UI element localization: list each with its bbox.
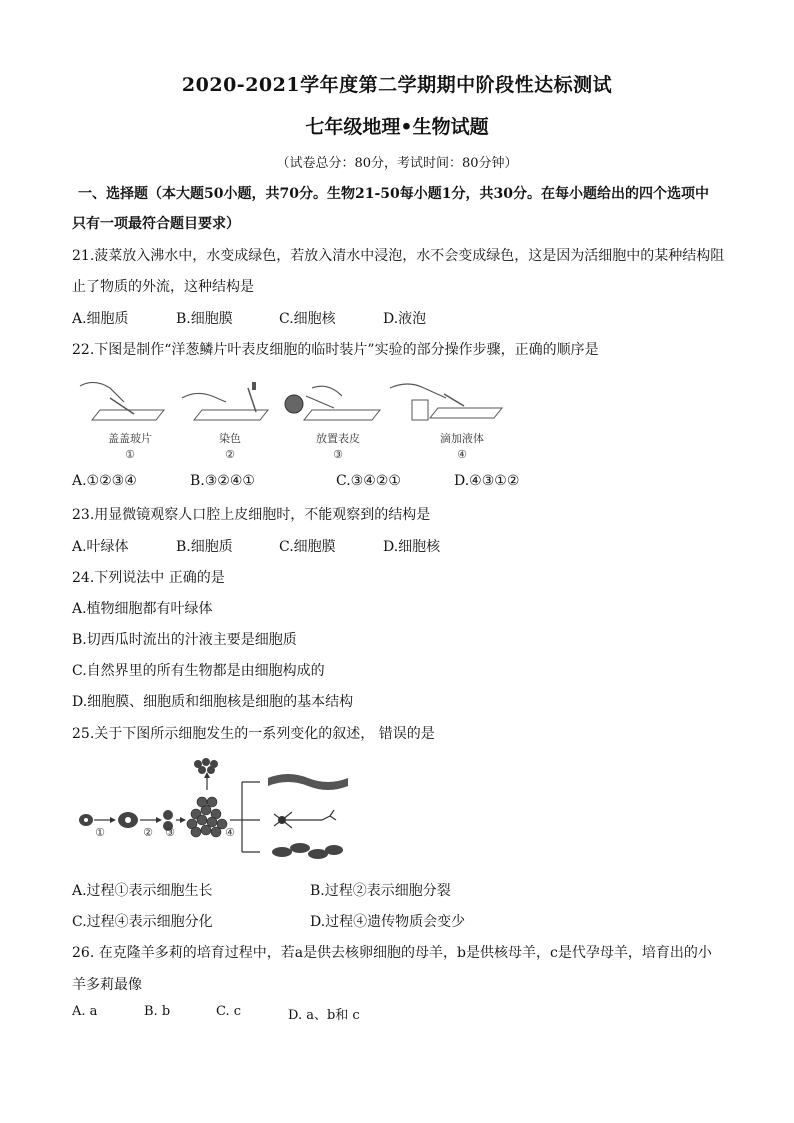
q26-option-b: B. b	[144, 1004, 171, 1019]
q21-option-d: D.液泡	[383, 311, 427, 327]
step-add-liquid	[390, 384, 502, 461]
q25-options-row-2	[72, 911, 722, 931]
q26-options	[72, 1004, 722, 1024]
step-4-label: 滴加液体	[440, 432, 484, 445]
q25-option-c: C.过程④表示细胞分化	[72, 914, 213, 930]
step-stain	[182, 382, 268, 461]
q21-option-b: B.细胞膜	[176, 311, 233, 327]
q24-stem: 24.下列说法中 正确的是	[72, 570, 225, 586]
q23-options	[72, 536, 722, 556]
section-heading-line-1: 一、选择题（本大题50小题，共70分。生物21-50每小题1分，共30分。在每小题给出的四个选项中	[78, 186, 709, 202]
q26-option-a: A. a	[72, 1004, 98, 1019]
exam-subtitle: 七年级地理•生物试题	[305, 116, 489, 138]
step-1-label: 盖盖玻片	[108, 432, 152, 445]
q22-options	[72, 473, 722, 493]
q21-option-c: C.细胞核	[279, 311, 336, 327]
q25-options-row-1	[72, 880, 722, 900]
step-place-epidermis	[285, 386, 380, 461]
q22-option-a: A.①②③④	[72, 473, 137, 489]
q23-option-a: A.叶绿体	[72, 539, 129, 555]
q26-option-c: C. c	[216, 1004, 242, 1019]
q21-stem-line-2: 止了物质的外流，这种结构是	[72, 279, 254, 295]
q24-option-d: D.细胞膜、细胞质和细胞核是细胞的基本结构	[72, 694, 354, 710]
step-3-num: ③	[333, 448, 343, 461]
q21-option-a: A.细胞质	[72, 311, 129, 327]
q24-option-b: B.切西瓜时流出的汁液主要是细胞质	[72, 632, 297, 648]
process-2-num: ②	[143, 826, 153, 839]
q23-option-c: C.细胞膜	[279, 539, 336, 555]
q26-option-d: D. a、b和 c	[288, 1008, 360, 1023]
step-2-label: 染色	[219, 432, 241, 445]
step-3-label: 放置表皮	[316, 432, 360, 445]
q21-options	[72, 308, 722, 328]
section-heading-line-2: 只有一项最符合题目要求）	[72, 216, 240, 232]
q25-option-b: B.过程②表示细胞分裂	[310, 883, 451, 899]
q24-option-c: C.自然界里的所有生物都是由细胞构成的	[72, 663, 325, 679]
q25-stem: 25.关于下图所示细胞发生的一系列变化的叙述， 错误的是	[72, 726, 435, 742]
q26-stem-line-1: 26. 在克隆羊多莉的培育过程中，若a是供去核卵细胞的母羊，b是供核母羊，c是代孕母羊，培育出的小	[72, 945, 712, 961]
q22-option-d: D.④③①②	[454, 473, 520, 489]
cell-process-diagram	[79, 758, 348, 859]
step-1-num: ①	[125, 448, 135, 461]
process-3-num: ③	[165, 826, 175, 839]
q21-stem-line-1: 21.菠菜放入沸水中，水变成绿色，若放入清水中浸泡，水不会变成绿色，这是因为活细胞中的某种结构阻	[72, 248, 725, 264]
step-2-num: ②	[225, 448, 235, 461]
step-cover-slip	[80, 382, 164, 461]
step-4-num: ④	[457, 448, 467, 461]
exam-info: （试卷总分：80分，考试时间：80分钟）	[276, 156, 518, 171]
q22-option-b: B.③②④①	[190, 473, 255, 489]
q22-stem: 22.下图是制作“洋葱鳞片叶表皮细胞的临时装片”实验的部分操作步骤，正确的顺序是	[72, 342, 599, 358]
q26-stem-line-2: 羊多莉最像	[72, 977, 142, 993]
q22-option-c: C.③④②①	[336, 473, 401, 489]
process-4-num: ④	[225, 826, 235, 839]
exam-title: 2020-2021学年度第二学期期中阶段性达标测试	[181, 74, 613, 96]
q23-option-d: D.细胞核	[383, 539, 441, 555]
q23-stem: 23.用显微镜观察人口腔上皮细胞时，不能观察到的结构是	[72, 507, 431, 523]
q24-option-a: A.植物细胞都有叶绿体	[72, 601, 213, 617]
q22-figure	[72, 368, 532, 466]
q25-figure	[72, 752, 382, 872]
q25-option-d: D.过程④遗传物质会变少	[310, 914, 466, 930]
q23-option-b: B.细胞质	[176, 539, 233, 555]
q25-option-a: A.过程①表示细胞生长	[72, 883, 213, 899]
process-1-num: ①	[95, 826, 105, 839]
